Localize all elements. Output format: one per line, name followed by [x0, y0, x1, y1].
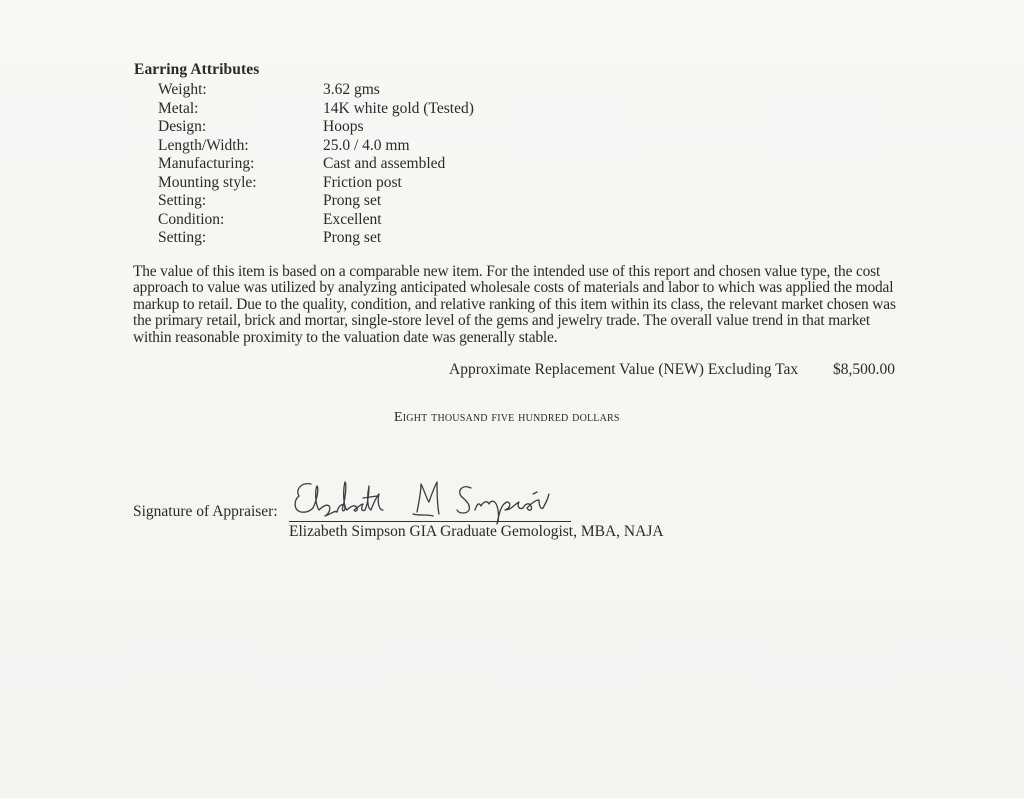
attribute-value: Hoops — [323, 118, 364, 135]
attribute-value: Cast and assembled — [323, 155, 446, 172]
signature-stroke — [295, 484, 313, 513]
replacement-value-label: Approximate Replacement Value (NEW) Excluding Tax — [449, 361, 799, 378]
attribute-value: Excellent — [323, 210, 382, 228]
attribute-row — [158, 174, 558, 193]
attribute-value: Friction post — [323, 173, 402, 191]
attribute-value: 3.62 gms — [323, 81, 380, 98]
valuation-methodology-paragraph: The value of this item is based on a comparable new item. For the intended use of this report and chosen value type, the cost approach to value was utilized by analyzing anticipated wholesale costs of materials and labor to which was applied the modal markup to retail. Due to the quality, condition, and relative ranking of this item within its class, the relevant market chosen was the primary retail, brick and mortar, single-store level of the gems and jewelry trade. The overall value trend in that market within reasonable proximity to the valuation date was generally stable. — [133, 263, 896, 346]
attribute-row — [158, 211, 558, 230]
attribute-row — [158, 155, 558, 174]
attribute-value: Prong set — [323, 192, 382, 209]
attribute-value: 25.0 / 4.0 mm — [323, 136, 410, 154]
attribute-label: Metal: — [158, 99, 199, 117]
signature-stroke — [457, 487, 471, 513]
signature-stroke — [475, 494, 549, 524]
replacement-value-amount: $8,500.00 — [833, 361, 895, 378]
signature-line — [289, 521, 571, 522]
attribute-row — [158, 137, 558, 156]
attribute-label: Setting: — [158, 192, 207, 209]
signature-stroke — [533, 492, 537, 494]
attribute-label: Weight: — [158, 81, 207, 98]
attribute-label: Length/Width: — [158, 136, 249, 154]
signature-label: Signature of Appraiser: — [133, 503, 278, 520]
section-title: Earring Attributes — [134, 61, 260, 78]
attribute-row — [158, 118, 558, 137]
handwritten-signature — [285, 470, 555, 528]
attribute-label: Setting: — [158, 229, 207, 246]
attribute-row — [158, 192, 558, 211]
attribute-value: 14K white gold (Tested) — [323, 99, 474, 117]
attribute-label: Condition: — [158, 210, 225, 228]
appraiser-printed-name: Elizabeth Simpson GIA Graduate Gemologist, MBA, NAJA — [289, 523, 664, 540]
signature-stroke — [363, 496, 377, 498]
attribute-row — [158, 81, 558, 100]
attribute-label: Design: — [158, 118, 207, 135]
amount-in-words: Eight thousand five hundred dollars — [394, 410, 620, 425]
attribute-row — [158, 229, 558, 248]
attribute-label: Mounting style: — [158, 173, 257, 191]
attribute-label: Manufacturing: — [158, 155, 255, 172]
signature-stroke — [337, 482, 383, 512]
signature-stroke — [417, 482, 439, 514]
signature-stroke — [413, 514, 433, 516]
attribute-value: Prong set — [323, 229, 382, 246]
attribute-row — [158, 100, 558, 119]
signature-stroke — [313, 486, 337, 516]
